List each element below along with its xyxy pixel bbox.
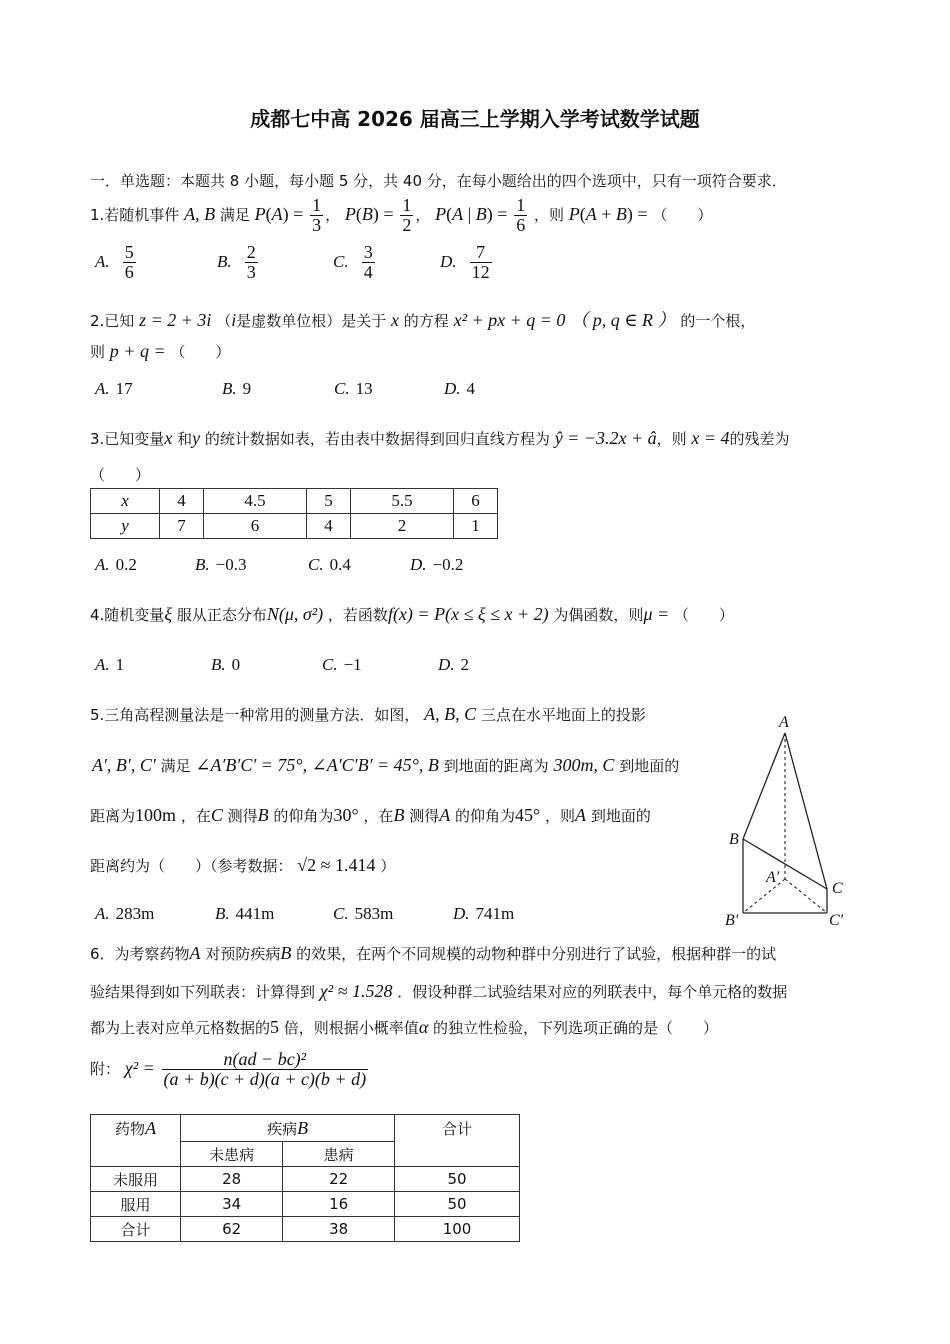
question-5-line3: 距离为100m ，在C 测得B 的仰角为30° ，在B 测得A 的仰角为45° ，则A 到地面的	[90, 805, 651, 825]
question-6-line1: 6．为考察药物A 对预防疾病B 的效果，在两个不同规模的动物种群中分别进行了试验，根据种群一的试	[90, 943, 777, 963]
q2-option-a[interactable]: A. 17	[95, 379, 133, 398]
question-2: 2.已知 z = 2 + 3i （i是虚数单位根）是关于 x 的方程 x² + px + q = 0 （ p, q ∈ R ） 的一个根，	[90, 310, 756, 330]
table-row: 未服用 28 22 50	[91, 1167, 520, 1192]
page-title: 成都七中高 2026 届高三上学期入学考试数学试题	[250, 107, 700, 131]
edge-bc	[743, 839, 827, 889]
table-row: x 4 4.5 5 5.5 6	[91, 489, 498, 514]
question-6-line3: 都为上表对应单元格数据的5 倍，则根据小概率值α 的独立性检验，下列选项正确的是（ ）	[90, 1017, 719, 1037]
section-heading: 一．单选题：本题共 8 小题，每小题 5 分，共 40 分，在每小题给出的四个选项中，只有一项符合要求．	[90, 172, 787, 190]
q4-option-b[interactable]: B. 0	[211, 655, 241, 674]
table-row: 服用 34 16 50	[91, 1192, 520, 1217]
q2-option-d[interactable]: D. 4	[444, 379, 476, 398]
chi-square-formula: 附： χ² = $\frac{\text{n(ad − bc)²}}{(a + b)(c + d)(a + c)(b + d)}$	[90, 1049, 367, 1089]
q1-option-d[interactable]: D. $\frac{7}{12}$	[440, 242, 490, 282]
q1-events: A, B	[184, 203, 216, 224]
question-6-line2: 验结果得到如下列联表：计算得到 χ² ≈ 1.528 ．假设种群二试验结果对应的列联表中，每个单元格的数据	[90, 981, 788, 1001]
edge-a2c2	[785, 879, 827, 913]
question-5-line2: A′, B′, C′ 满足 ∠A′B′C′ = 75°, ∠A′C′B′ = 45°, B 到地面的距离为 300m, C 到地面的	[92, 755, 680, 775]
question-5-line1: 5.三角高程测量法是一种常用的测量方法．如图， A, B, C 三点在水平地面上的投影	[90, 704, 646, 724]
q4-option-a[interactable]: A. 1	[95, 655, 125, 674]
q3-option-b[interactable]: B. −0.3	[195, 555, 247, 574]
q4-option-c[interactable]: C. −1	[322, 655, 362, 674]
edge-ac	[785, 733, 827, 889]
label-b-prime: B′	[725, 912, 739, 929]
q2-option-b[interactable]: B. 9	[222, 379, 252, 398]
question-4: 4.随机变量ξ 服从正态分布N(μ, σ²) ，若函数f(x) = P(x ≤ ξ ≤ x + 2) 为偶函数，则μ = （ ）	[90, 604, 734, 624]
table-row: 合计 62 38 100	[91, 1217, 520, 1242]
q4-option-d[interactable]: D. 2	[438, 655, 470, 674]
q3-blank: （ ）	[90, 466, 151, 484]
table-header-row: 药物A 疾病B 合计	[91, 1115, 520, 1142]
q6-contingency-table	[90, 1114, 520, 1242]
table-subheader-row: 未患病 患病	[91, 1142, 520, 1167]
label-a: A	[779, 714, 789, 731]
label-b: B	[729, 831, 739, 848]
label-c: C	[832, 880, 843, 897]
q1-prefix: 1.若随机事件	[90, 205, 180, 224]
q1-mid: 满足	[219, 205, 250, 224]
table-row: y 7 6 4 2 1	[91, 514, 498, 539]
q5-option-a[interactable]: A. 283m	[95, 904, 155, 923]
q3-data-table	[90, 488, 498, 539]
q1-tail: ，则	[533, 205, 564, 224]
q1-blank: （ ）	[652, 205, 713, 224]
question-2-line2: 则 p + q = （ ）	[90, 341, 231, 361]
question-5-line4: 距离约为（ ）（参考数据： √2 ≈ 1.414 ）	[90, 855, 396, 875]
q5-option-d[interactable]: D. 741m	[453, 904, 515, 923]
q1-option-a[interactable]: A. $\frac{5}{6}$	[95, 242, 134, 282]
q5-option-c[interactable]: C. 583m	[333, 904, 394, 923]
q1-option-c[interactable]: C. $\frac{3}{4}$	[333, 242, 373, 282]
question-3: 3.已知变量x 和y 的统计数据如表，若由表中数据得到回归直线方程为 ŷ = −3.2x + â，则 x = 4的残差为	[90, 428, 790, 448]
label-c-prime: C′	[829, 912, 844, 929]
q3-option-c[interactable]: C. 0.4	[308, 555, 351, 574]
q3-option-d[interactable]: D. −0.2	[410, 555, 464, 574]
q2-option-c[interactable]: C. 13	[334, 379, 373, 398]
q1-option-b[interactable]: B. $\frac{2}{3}$	[217, 242, 256, 282]
q3-option-a[interactable]: A. 0.2	[95, 555, 137, 574]
q5-triangulation-figure	[715, 705, 865, 930]
question-1: 1.若随机事件 A, B 满足 P(A) = $\frac{1}{3}$ ， P(B) = $\frac{1}{2}$ ， P(A | B) = $\frac{1}{6}$ ，则 P(A + B) = （ ）	[90, 195, 713, 235]
q5-option-b[interactable]: B. 441m	[215, 904, 275, 923]
edge-ab	[743, 733, 785, 839]
label-a-prime: A′	[766, 869, 780, 886]
